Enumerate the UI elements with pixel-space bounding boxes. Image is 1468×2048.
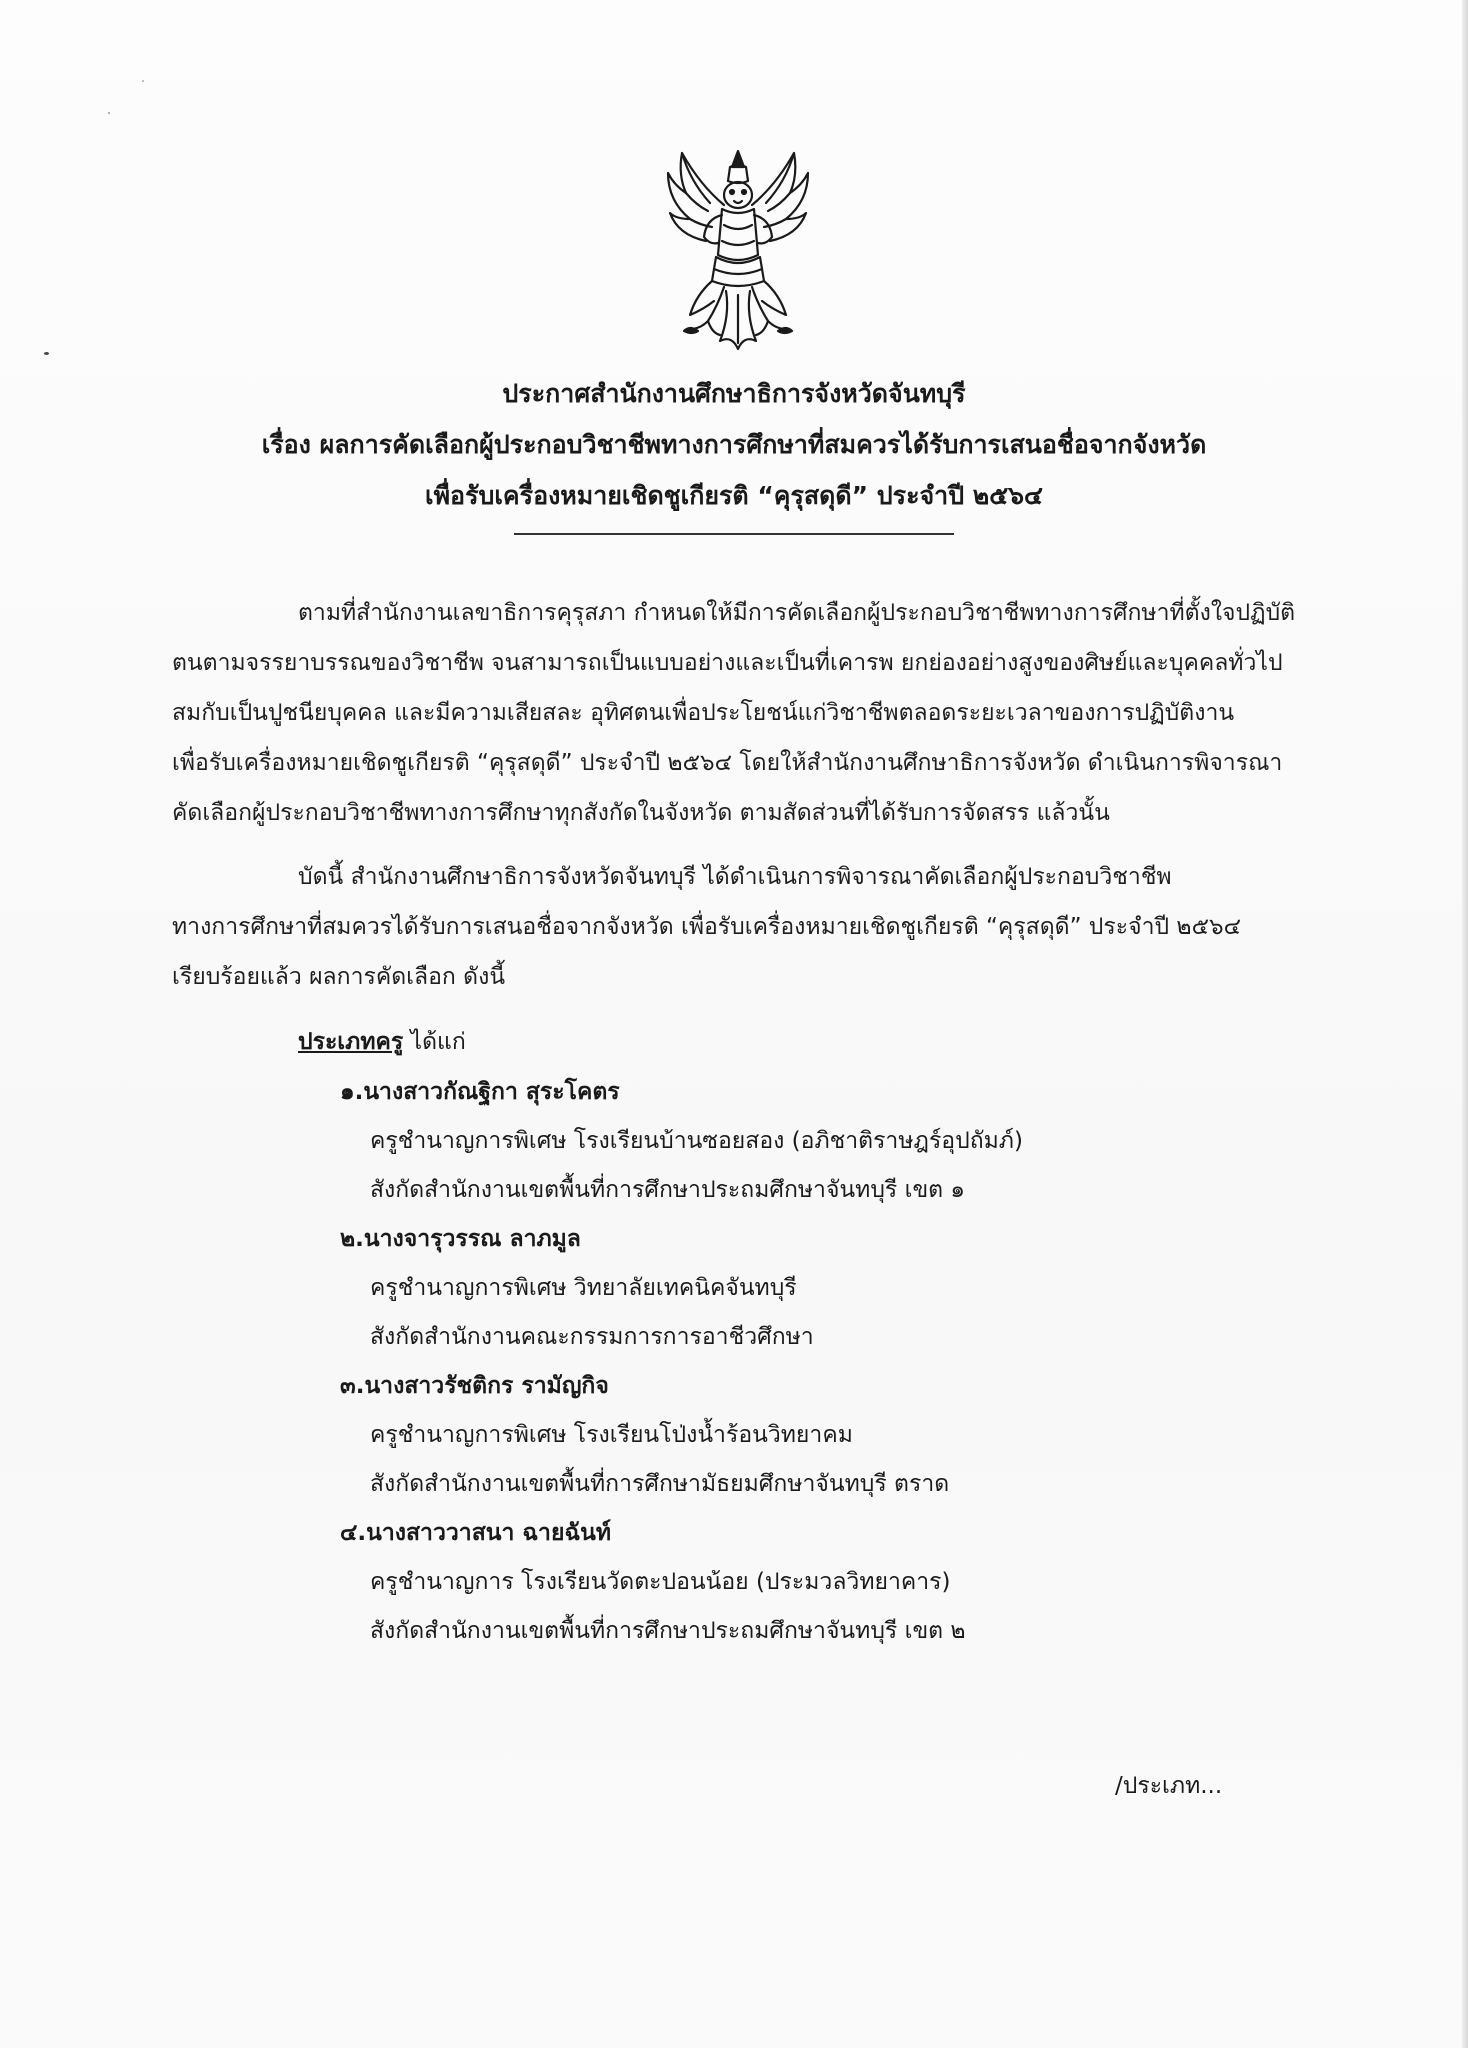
nominee-list bbox=[340, 1068, 1240, 1656]
nominee-item bbox=[340, 1215, 1240, 1362]
nominee-position: ครูชำนาญการพิเศษ วิทยาลัยเทคนิคจันทบุรี bbox=[370, 1275, 797, 1301]
paragraph-1-line: ตนตามจรรยาบรรณของวิชาชีพ จนสามารถเป็นแบบอย่างและเป็นที่เคารพ ยกย่องอย่างสูงของศิษย์และบุคคลทั่วไป bbox=[172, 650, 1283, 676]
nominee-name: ๑.นางสาวกัณฐิกา สุระโคตร bbox=[340, 1079, 620, 1105]
title-line-1: ประกาศสำนักงานศึกษาธิการจังหวัดจันทบุรี bbox=[502, 379, 966, 408]
scan-speck bbox=[142, 80, 144, 82]
category-heading bbox=[298, 1018, 466, 1066]
category-label: ประเภทครู bbox=[298, 1029, 404, 1055]
paragraph-2-line: บัดนี้ สำนักงานศึกษาธิการจังหวัดจันทบุรี ได้ดำเนินการพิจารณาคัดเลือกผู้ประกอบวิชาชีพ bbox=[298, 864, 1172, 890]
scan-speck bbox=[108, 112, 110, 114]
paragraph-2 bbox=[172, 852, 1320, 1002]
nominee-affiliation: สังกัดสำนักงานเขตพื้นที่การศึกษามัธยมศึกษาจันทบุรี ตราด bbox=[370, 1471, 950, 1497]
nominee-position: ครูชำนาญการ โรงเรียนวัดตะปอนน้อย (ประมวลวิทยาคาร) bbox=[370, 1569, 951, 1595]
paragraph-1 bbox=[172, 588, 1320, 838]
scan-speck bbox=[44, 352, 49, 355]
nominee-item bbox=[340, 1068, 1240, 1215]
paragraph-1-line: เพื่อรับเครื่องหมายเชิดชูเกียรติ “คุรุสดุดี” ประจำปี ๒๕๖๔ โดยให้สำนักงานศึกษาธิการจังหวัด ดำเนินการพิจารณา bbox=[172, 750, 1283, 776]
nominee-name: ๒.นางจารุวรรณ ลาภมูล bbox=[340, 1226, 581, 1252]
category-suffix: ได้แก่ bbox=[410, 1029, 466, 1055]
title-line-3: เพื่อรับเครื่องหมายเชิดชูเกียรติ “คุรุสดุดี” ประจำปี ๒๕๖๔ bbox=[425, 481, 1043, 510]
nominee-affiliation: สังกัดสำนักงานคณะกรรมการการอาชีวศึกษา bbox=[370, 1324, 814, 1350]
nominee-position: ครูชำนาญการพิเศษ โรงเรียนบ้านซอยสอง (อภิชาติราษฎร์อุปถัมภ์) bbox=[370, 1128, 1023, 1154]
paragraph-1-line: ตามที่สำนักงานเลขาธิการคุรุสภา กำหนดให้มีการคัดเลือกผู้ประกอบวิชาชีพทางการศึกษาที่ตั้งใจปฏิบัติ bbox=[298, 600, 1296, 626]
title-line-2: เรื่อง ผลการคัดเลือกผู้ประกอบวิชาชีพทางการศึกษาที่สมควรได้รับการเสนอชื่อจากจังหวัด bbox=[261, 430, 1207, 459]
page-edge bbox=[1462, 0, 1468, 2048]
nominee-affiliation: สังกัดสำนักงานเขตพื้นที่การศึกษาประถมศึกษาจันทบุรี เขต ๑ bbox=[370, 1177, 966, 1203]
nominee-affiliation: สังกัดสำนักงานเขตพื้นที่การศึกษาประถมศึกษาจันทบุรี เขต ๒ bbox=[370, 1618, 966, 1644]
paragraph-1-line: คัดเลือกผู้ประกอบวิชาชีพทางการศึกษาทุกสังกัดในจังหวัด ตามสัดส่วนที่ได้รับการจัดสรร แล้วนั้น bbox=[172, 800, 1110, 826]
paragraph-2-line: เรียบร้อยแล้ว ผลการคัดเลือก ดังนี้ bbox=[172, 964, 506, 990]
nominee-name: ๔.นางสาววาสนา ฉายฉันท์ bbox=[340, 1520, 612, 1546]
announcement-title bbox=[0, 368, 1468, 535]
nominee-item bbox=[340, 1362, 1240, 1509]
nominee-item bbox=[340, 1509, 1240, 1656]
paragraph-1-line: สมกับเป็นปูชนียบุคคล และมีความเสียสละ อุทิศตนเพื่อประโยชน์แก่วิชาชีพตลอดระยะเวลาของการปฏิบัติงาน bbox=[172, 700, 1235, 726]
nominee-position: ครูชำนาญการพิเศษ โรงเรียนโป่งน้ำร้อนวิทยาคม bbox=[370, 1422, 853, 1448]
garuda-emblem-icon bbox=[660, 145, 816, 355]
nominee-name: ๓.นางสาวรัชติกร รามัญกิจ bbox=[340, 1373, 609, 1399]
title-underline bbox=[514, 533, 954, 535]
page-continuation: /ประเภท... bbox=[1115, 1773, 1223, 1799]
paragraph-2-line: ทางการศึกษาที่สมควรได้รับการเสนอชื่อจากจังหวัด เพื่อรับเครื่องหมายเชิดชูเกียรติ “คุรุสดุดี” ประจำปี ๒๕๖๔ bbox=[172, 914, 1241, 940]
